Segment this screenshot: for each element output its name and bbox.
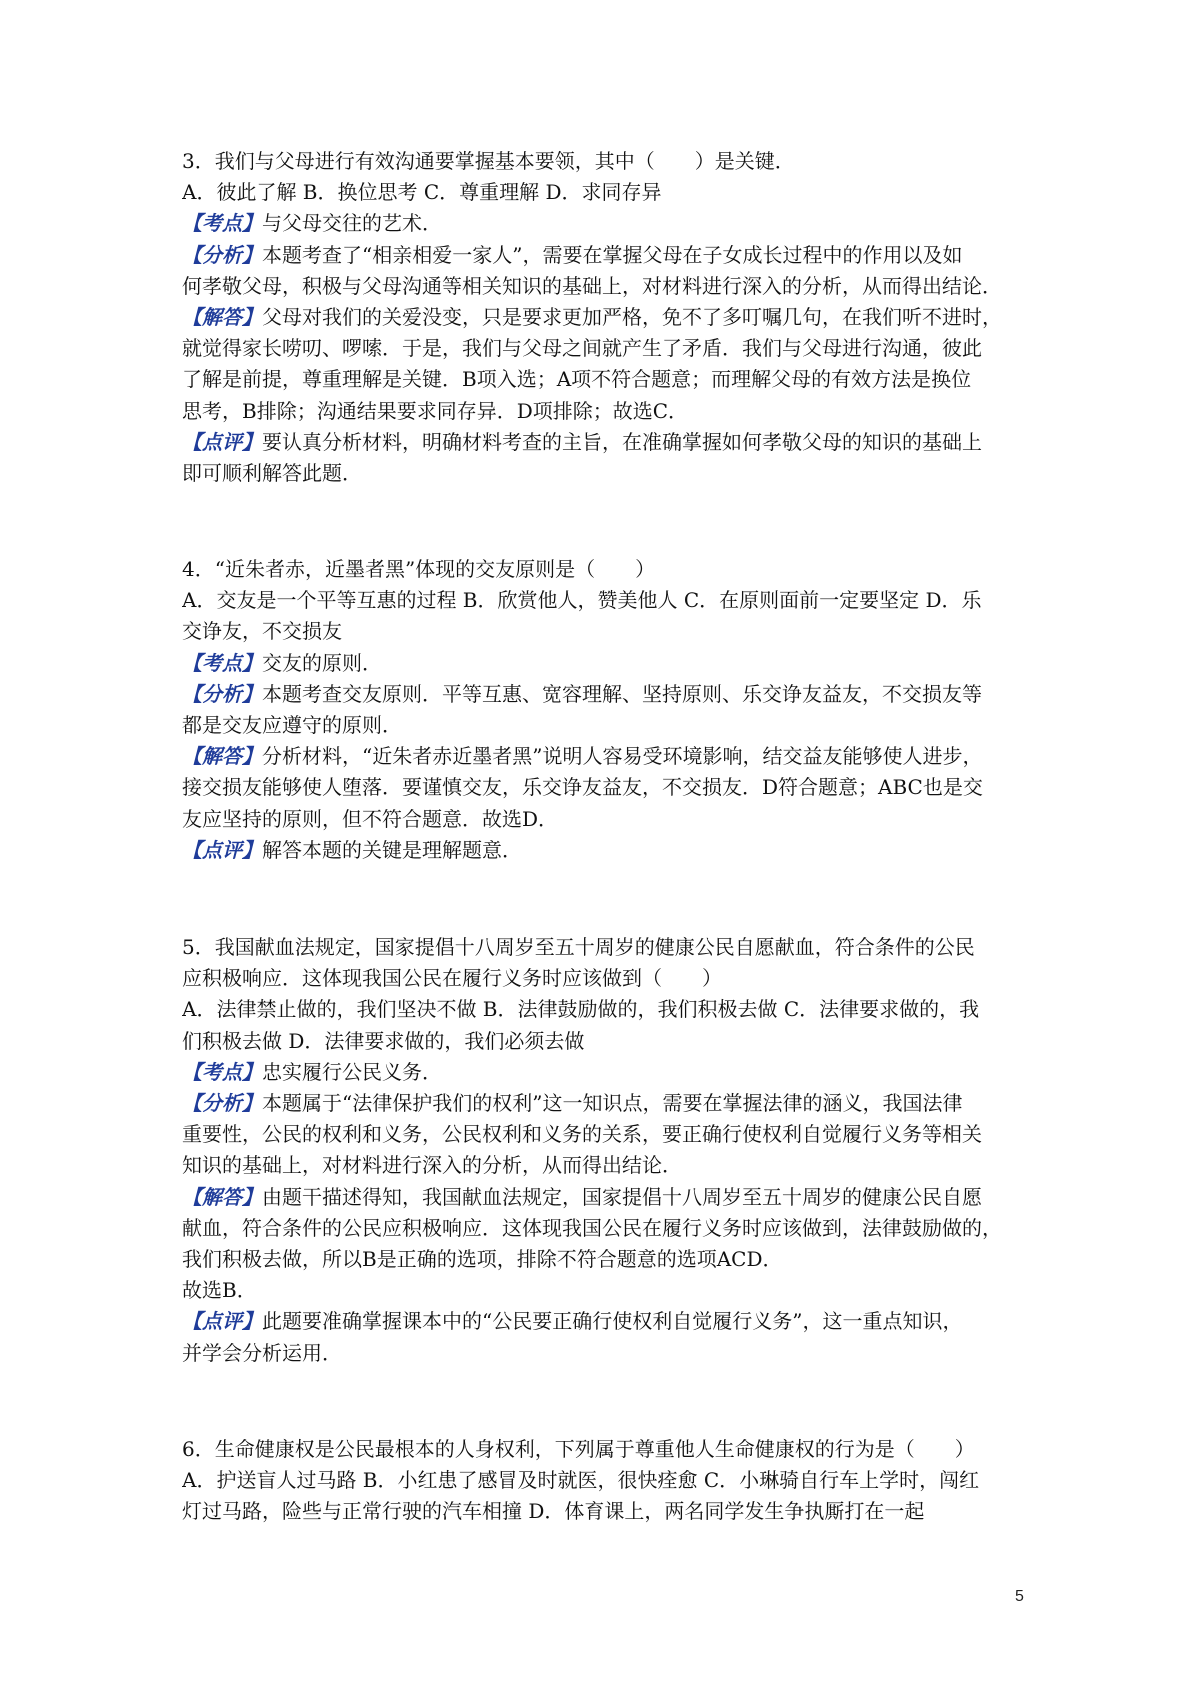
question-options-line-text: A．法律禁止做的，我们坚决不做 B．法律鼓励做的，我们积极去做 C．法律要求做的，我 [182, 997, 980, 1022]
kaodian-section-line [182, 648, 1022, 679]
fenxi-section-line-text: 何孝敬父母，积极与父母沟通等相关知识的基础上，对材料进行深入的分析，从而得出结论． [182, 273, 1002, 298]
jieda-section-line-tag: 【解答】 [182, 305, 262, 330]
question-stem-line-text: 4．“近朱者赤，近墨者黑”体现的交友原则是（ ） [182, 557, 656, 581]
question-options-line-text: A．彼此了解 B．换位思考 C．尊重理解 D．求同存异 [182, 180, 662, 205]
question-options-line-text: 灯过马路，险些与正常行驶的汽车相撞 D．体育课上，两名同学发生争执厮打在一起 [182, 1499, 925, 1524]
question-stem-line [182, 963, 1022, 994]
question-stem-line [182, 554, 1022, 585]
dianping-section-line-tag: 【点评】 [182, 837, 262, 862]
jieda-section-line [182, 364, 1022, 395]
jieda-section-line-text: 分析材料，“近朱者赤近墨者黑”说明人容易受环境影响，结交益友能够使人进步， [262, 744, 983, 769]
dianping-section-line-text: 此题要准确掌握课本中的“公民要正确行使权利自觉履行义务”，这一重点知识， [262, 1309, 963, 1334]
question-options-line [182, 1026, 1022, 1057]
dianping-section-line [182, 835, 1022, 866]
fenxi-section-line-tag: 【分析】 [182, 681, 262, 706]
question-stem-line [182, 146, 1022, 177]
kaodian-section-line-text: 与父母交往的艺术． [262, 211, 442, 236]
jieda-section-line-text: 我们积极去做，所以B是正确的选项，排除不符合题意的选项ACD． [182, 1247, 783, 1272]
fenxi-section-line [182, 1088, 1022, 1119]
jieda-section-line [182, 1244, 1022, 1275]
question-5 [182, 932, 1022, 1369]
page-number: 5 [1015, 1588, 1024, 1605]
question-stem-line-text: 5．我国献血法规定，国家提倡十八周岁至五十周岁的健康公民自愿献血，符合条件的公民 [182, 935, 975, 959]
kaodian-section-line [182, 208, 1022, 239]
jieda-section-line-text: 思考，B排除；沟通结果要求同存异．D项排除；故选C． [182, 398, 689, 423]
question-options-line-text: 们积极去做 D．法律要求做的，我们必须去做 [182, 1028, 585, 1053]
jieda-section-line [182, 772, 1022, 803]
fenxi-section-line [182, 271, 1022, 302]
jieda-section-line [182, 333, 1022, 364]
question-options-line-text: A．护送盲人过马路 B．小红患了感冒及时就医，很快痊愈 C．小琳骑自行车上学时，闯红 [182, 1468, 980, 1493]
fenxi-section-line-tag: 【分析】 [182, 242, 262, 267]
question-stem-line-text: 6．生命健康权是公民最根本的人身权利，下列属于尊重他人生命健康权的行为是（ ） [182, 1437, 975, 1461]
fenxi-section-line [182, 240, 1022, 271]
question-options-line [182, 585, 1022, 616]
jieda-section-line-tag: 【解答】 [182, 744, 262, 769]
fenxi-section-line-tag: 【分析】 [182, 1091, 262, 1116]
dianping-section-line-tag: 【点评】 [182, 429, 262, 454]
jieda-section-line-text: 接交损友能够使人堕落．要谨慎交友，乐交诤友益友，不交损友．D符合题意；ABC也是交 [182, 775, 983, 800]
dianping-section-line [182, 1306, 1022, 1337]
jieda-section-line-text: 友应坚持的原则，但不符合题意．故选D． [182, 806, 559, 831]
dianping-section-line-text: 并学会分析运用． [182, 1340, 342, 1365]
fenxi-section-line-text: 重要性，公民的权利和义务，公民权利和义务的关系，要正确行使权利自觉履行义务等相关 [182, 1122, 982, 1147]
jieda-section-line [182, 1213, 1022, 1244]
fenxi-section-line-text: 本题考查交友原则．平等互惠、宽容理解、坚持原则、乐交诤友益友，不交损友等 [262, 681, 982, 706]
fenxi-section-line [182, 710, 1022, 741]
fenxi-section-line-text: 本题考查了“相亲相爱一家人”，需要在掌握父母在子女成长过程中的作用以及如 [262, 242, 963, 267]
kaodian-section-line-tag: 【考点】 [182, 1059, 262, 1084]
fenxi-section-line [182, 679, 1022, 710]
question-options-line [182, 616, 1022, 647]
question-stem-line-text: 3．我们与父母进行有效沟通要掌握基本要领，其中（ ）是关键． [182, 149, 795, 173]
dianping-section-line [182, 1338, 1022, 1369]
kaodian-section-line-tag: 【考点】 [182, 211, 262, 236]
kaodian-section-line-text: 交友的原则． [262, 650, 382, 675]
question-3 [182, 146, 1022, 489]
jieda-section-line-text: 献血，符合条件的公民应积极响应．这体现我国公民在履行义务时应该做到，法律鼓励做的， [182, 1215, 1002, 1240]
fenxi-section-line-text: 本题属于“法律保护我们的权利”这一知识点，需要在掌握法律的涵义，我国法律 [262, 1091, 963, 1116]
dianping-section-line-text: 解答本题的关键是理解题意． [262, 837, 522, 862]
jieda-section-line [182, 1275, 1022, 1306]
jieda-section-line-text: 父母对我们的关爱没变，只是要求更加严格，免不了多叮嘱几句，在我们听不进时， [262, 305, 1002, 330]
kaodian-section-line-text: 忠实履行公民义务． [262, 1059, 442, 1084]
jieda-section-line-text: 就觉得家长唠叨、啰嗦．于是，我们与父母之间就产生了矛盾．我们与父母进行沟通，彼此 [182, 336, 982, 361]
jieda-section-line [182, 396, 1022, 427]
jieda-section-line [182, 804, 1022, 835]
question-options-line [182, 1496, 1022, 1527]
question-stem-line [182, 932, 1022, 963]
jieda-section-line [182, 1182, 1022, 1213]
jieda-section-line-text: 由题干描述得知，我国献血法规定，国家提倡十八周岁至五十周岁的健康公民自愿 [262, 1184, 982, 1209]
fenxi-section-line-text: 都是交友应遵守的原则． [182, 713, 402, 738]
jieda-section-line [182, 741, 1022, 772]
question-options-line [182, 1465, 1022, 1496]
jieda-section-line-tag: 【解答】 [182, 1184, 262, 1209]
question-stem-line-text: 应积极响应．这体现我国公民在履行义务时应该做到（ ） [182, 966, 722, 991]
fenxi-section-line-text: 知识的基础上，对材料进行深入的分析，从而得出结论． [182, 1153, 682, 1178]
kaodian-section-line [182, 1057, 1022, 1088]
dianping-section-line-text: 即可顺利解答此题． [182, 461, 362, 486]
question-stem-line [182, 1434, 1022, 1465]
dianping-section-line [182, 458, 1022, 489]
question-6 [182, 1434, 1022, 1528]
dianping-section-line-text: 要认真分析材料，明确材料考查的主旨，在准确掌握如何孝敬父母的知识的基础上 [262, 429, 982, 454]
question-options-line [182, 994, 1022, 1025]
dianping-section-line [182, 427, 1022, 458]
fenxi-section-line [182, 1119, 1022, 1150]
question-options-line-text: 交诤友，不交损友 [182, 619, 342, 644]
question-4 [182, 554, 1022, 866]
question-options-line-text: A．交友是一个平等互惠的过程 B．欣赏他人，赞美他人 C．在原则面前一定要坚定 D．乐 [182, 588, 982, 613]
dianping-section-line-tag: 【点评】 [182, 1309, 262, 1334]
fenxi-section-line [182, 1150, 1022, 1181]
jieda-section-line-text: 了解是前提，尊重理解是关键．B项入选；A项不符合题意；而理解父母的有效方法是换位 [182, 367, 972, 392]
jieda-section-line-text: 故选B． [182, 1278, 257, 1303]
kaodian-section-line-tag: 【考点】 [182, 650, 262, 675]
question-options-line [182, 177, 1022, 208]
jieda-section-line [182, 302, 1022, 333]
